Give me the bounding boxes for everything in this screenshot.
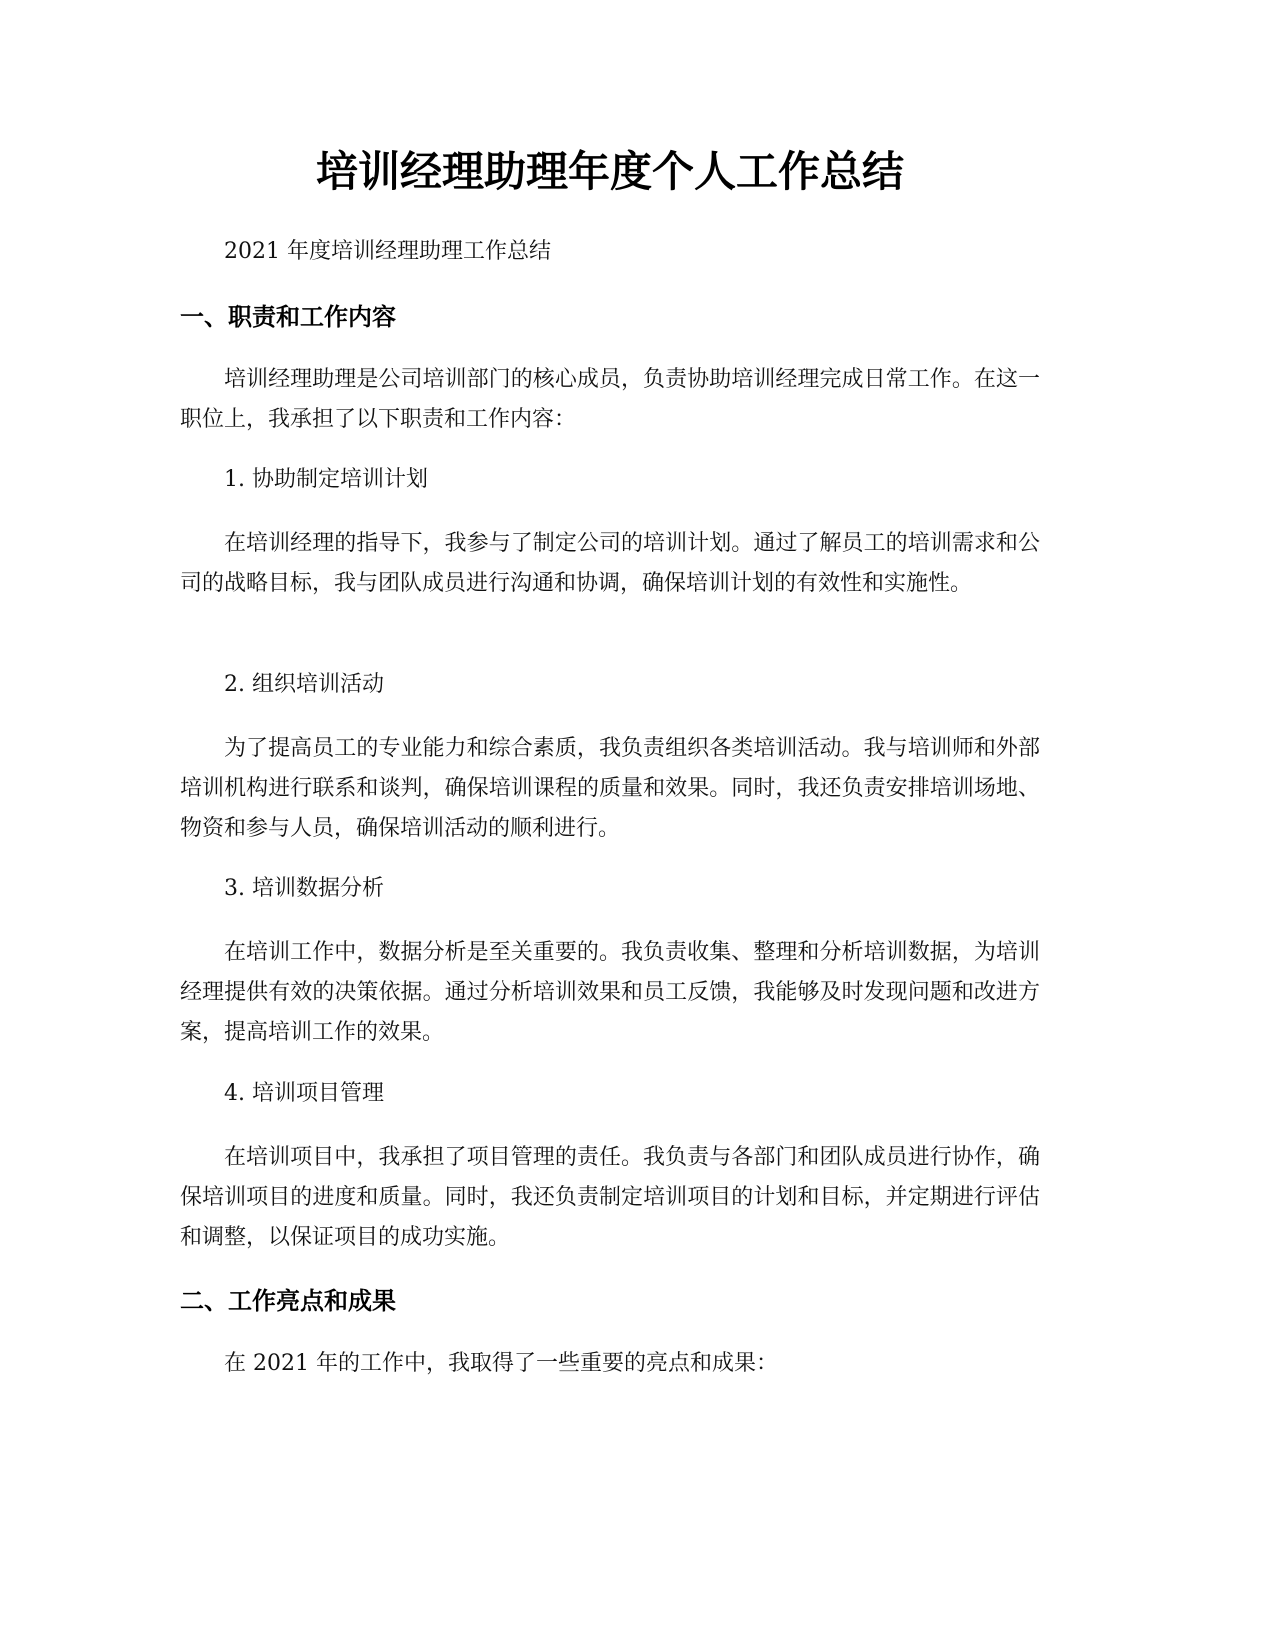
section-intro-responsibilities: 培训经理助理是公司培训部门的核心成员，负责协助培训经理完成日常工作。在这一职位上，我承担了以下职责和工作内容： [180,367,1040,432]
item-title-data-analysis: 3. 培训数据分析 [224,876,384,901]
section-heading-highlights: 二、工作亮点和成果 [180,1287,396,1315]
item-body-data-analysis: 在培训工作中，数据分析是至关重要的。我负责收集、整理和分析培训数据，为培训经理提供有效的决策依据。通过分析培训效果和员工反馈，我能够及时发现问题和改进方案，提高培训工作的效果。 [180,940,1040,1045]
item-body-training-plan: 在培训经理的指导下，我参与了制定公司的培训计划。通过了解员工的培训需求和公司的战略目标，我与团队成员进行沟通和协调，确保培训计划的有效性和实施性。 [180,531,1040,596]
section-intro-highlights: 在 2021 年的工作中，我取得了一些重要的亮点和成果： [224,1351,778,1376]
document-subtitle: 2021 年度培训经理助理工作总结 [224,239,551,264]
item-body-training-activities: 为了提高员工的专业能力和综合素质，我负责组织各类培训活动。我与培训师和外部培训机构进行联系和谈判，确保培训课程的质量和效果。同时，我还负责安排培训场地、物资和参与人员，确保培训活动的顺利进行。 [180,736,1040,841]
document-page [180,0,1040,1650]
item-title-project-management: 4. 培训项目管理 [224,1081,384,1106]
section-heading-responsibilities: 一、职责和工作内容 [180,303,396,331]
item-body-project-management: 在培训项目中，我承担了项目管理的责任。我负责与各部门和团队成员进行协作，确保培训项目的进度和质量。同时，我还负责制定培训项目的计划和目标，并定期进行评估和调整，以保证项目的成功实施。 [180,1145,1040,1250]
document-title: 培训经理助理年度个人工作总结 [315,147,904,196]
item-title-training-plan: 1. 协助制定培训计划 [224,467,428,492]
item-title-training-activities: 2. 组织培训活动 [224,672,384,697]
